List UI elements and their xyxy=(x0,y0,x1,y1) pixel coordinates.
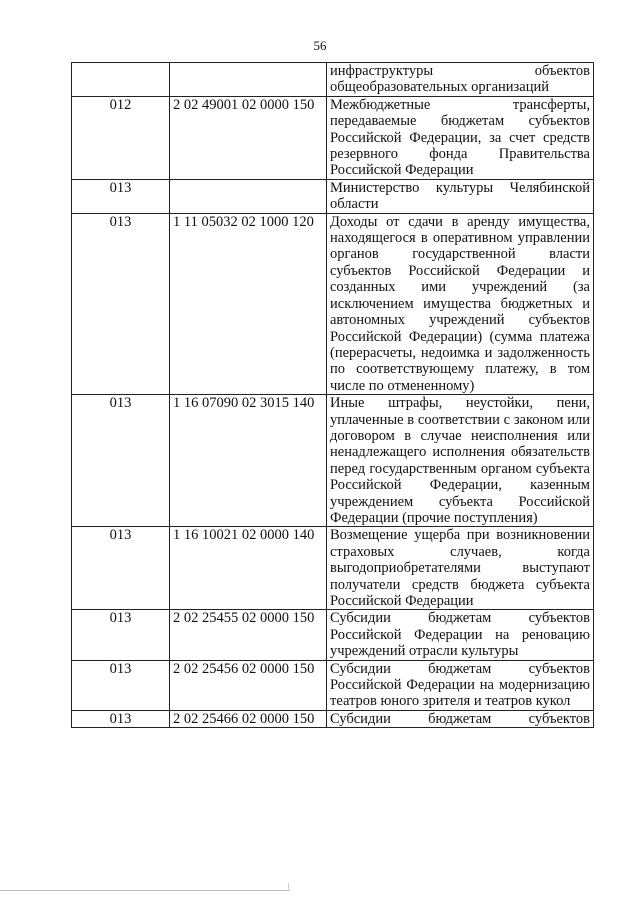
budget-code-cell xyxy=(170,179,327,213)
budget-codes-table xyxy=(71,62,594,728)
table-row xyxy=(72,710,594,727)
income-name-cell: Иные штрафы, неустойки, пени, уплаченные в соответствии с законом или договором в случае неисполнения или ненадлежащего исполнения обязательств перед государственным органом субъекта Российской Федерации, казенным учреждением субъекта Российской Федерации (прочие поступления) xyxy=(327,395,594,527)
admin-code-cell xyxy=(72,63,170,97)
admin-code-cell: 013 xyxy=(72,710,170,727)
income-name-cell: Возмещение ущерба при возникновении страховых случаев, когда выгодоприобретателями выступают получатели средств бюджета субъекта Российской Федерации xyxy=(327,527,594,610)
admin-code-cell: 013 xyxy=(72,395,170,527)
table-row xyxy=(72,96,594,179)
income-name-cell xyxy=(327,710,594,727)
table-row xyxy=(72,395,594,527)
income-name-text: Субсидии бюджетам субъектов xyxy=(330,710,590,726)
budget-code-cell: 2 02 25466 02 0000 150 xyxy=(170,710,327,727)
table-row xyxy=(72,179,594,213)
table-row xyxy=(72,527,594,610)
budget-code-cell: 2 02 25456 02 0000 150 xyxy=(170,660,327,710)
footer-mark xyxy=(288,883,295,889)
income-name-cell: Межбюджетные трансферты, передаваемые бюджетам субъектов Российской Федерации, за счет средств резервного фонда Правительства Российской Федерации xyxy=(327,96,594,179)
table-row xyxy=(72,63,594,97)
table-row xyxy=(72,610,594,660)
income-name-cell: Министерство культуры Челябинской области xyxy=(327,179,594,213)
budget-code-cell: 2 02 25455 02 0000 150 xyxy=(170,610,327,660)
admin-code-cell: 013 xyxy=(72,527,170,610)
table-row xyxy=(72,213,594,394)
footer-rule xyxy=(0,890,290,891)
table-row xyxy=(72,660,594,710)
admin-code-cell: 013 xyxy=(72,179,170,213)
income-name-cell: инфраструктуры объектов общеобразовательных организаций xyxy=(327,63,594,97)
admin-code-cell: 013 xyxy=(72,610,170,660)
budget-code-cell: 2 02 49001 02 0000 150 xyxy=(170,96,327,179)
income-name-cell: Субсидии бюджетам субъектов Российской Федерации на реновацию учреждений отрасли культуры xyxy=(327,610,594,660)
income-name-cell: Доходы от сдачи в аренду имущества, находящегося в оперативном управлении органов государственной власти субъектов Российской Федерации и созданных ими учреждений (за исключением имущества бюджетных и автономных учреждений субъектов Российской Федерации) (сумма платежа (перерасчеты, недоимка и задолженность по соответствующему платежу, в том числе по отмененному) xyxy=(327,213,594,394)
admin-code-cell: 013 xyxy=(72,660,170,710)
budget-code-cell xyxy=(170,63,327,97)
budget-code-cell: 1 16 07090 02 3015 140 xyxy=(170,395,327,527)
admin-code-cell: 013 xyxy=(72,213,170,394)
page-number: 56 xyxy=(313,38,327,53)
income-name-cell: Субсидии бюджетам субъектов Российской Федерации на модернизацию театров юного зрителя и театров кукол xyxy=(327,660,594,710)
admin-code-cell: 012 xyxy=(72,96,170,179)
budget-code-cell: 1 16 10021 02 0000 140 xyxy=(170,527,327,610)
budget-code-cell: 1 11 05032 02 1000 120 xyxy=(170,213,327,394)
